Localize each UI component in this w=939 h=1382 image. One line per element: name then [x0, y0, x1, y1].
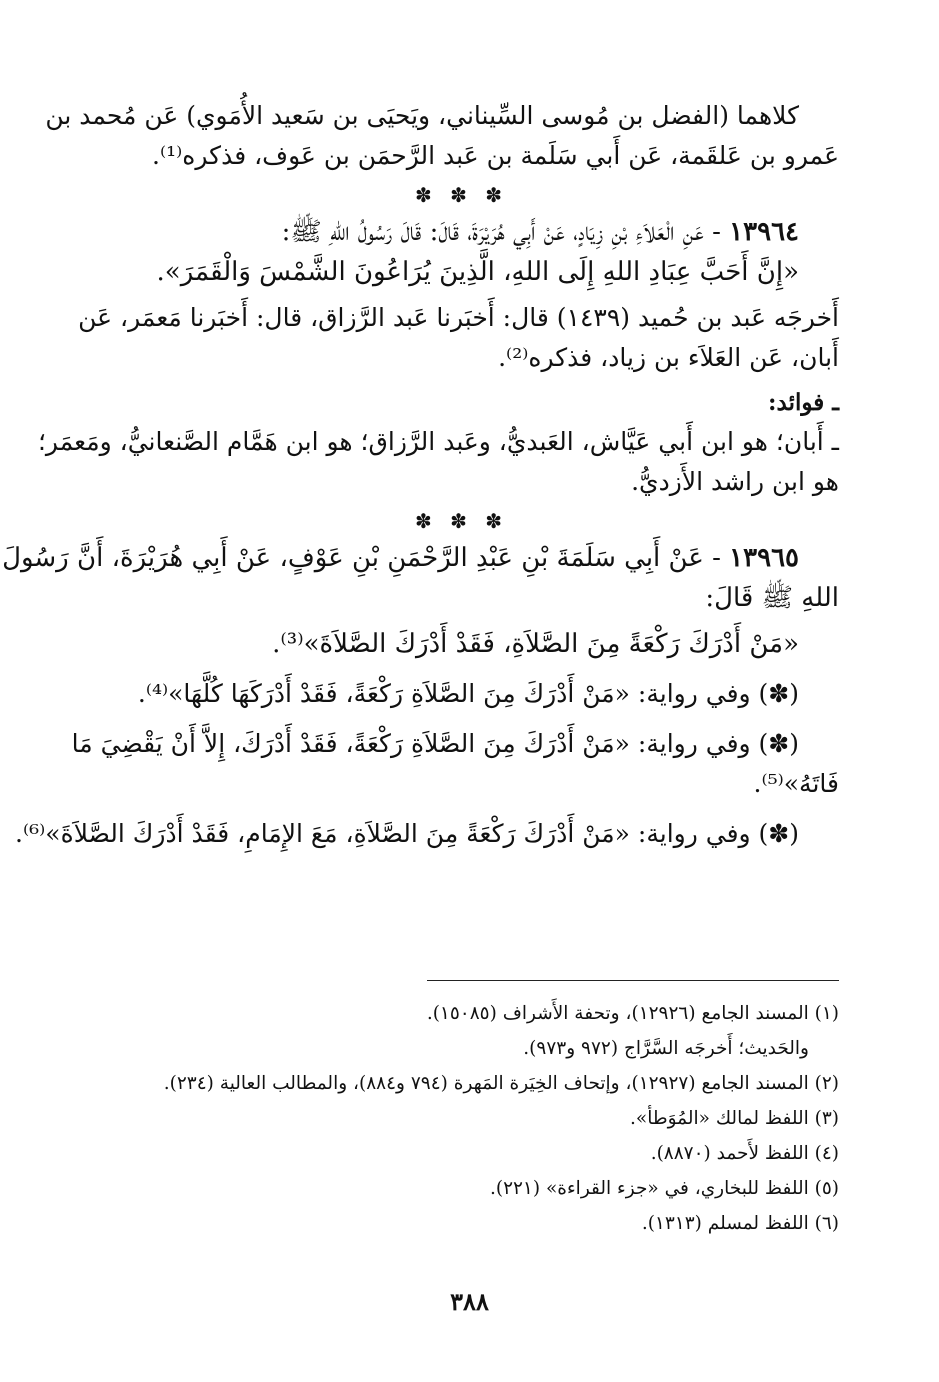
fawaid-paragraph [37, 422, 839, 502]
riwaya-line: (✽) وفي رواية: «مَنْ أَدْرَكَ مِنَ الصَّلاَةِ رَكْعَةً، فَقَدْ أَدْرَكَ، إِلاَّ أَنْ يَقْضِيَ مَا [71, 729, 799, 758]
fawaid-heading: ـ فوائد: [768, 389, 839, 416]
text-line: كلاهما (الفضل بن مُوسى السِّيناني، ويَحيَى بن سَعيد الأُمَوي) عَن مُحمد بن [45, 101, 799, 130]
text-line: ـ أَبان؛ هو ابن أَبي عَيَّاش، العَبديُّ، وعَبد الرَّزاق؛ هو ابن هَمَّام الصَّنعانيُّ، ومَعمَر؛ [37, 427, 839, 456]
main-text [2, 96, 839, 860]
page-number: ٣٨٨ [450, 1287, 489, 1316]
footnote: (٥) اللفظ للبخاري، في «جزء القراءة» (٢٢١). [489, 1178, 839, 1199]
riwaya-line: (✽) وفي رواية: «مَنْ أَدْرَكَ رَكْعَةً مِنَ الصَّلاَةِ، مَعَ الإِمَامِ، فَقَدْ أَدْرَكَ الصَّلاَةَ»⁽⁶⁾. [15, 819, 799, 848]
footnote: (٣) اللفظ لمالك «المُوَطأ». [630, 1108, 839, 1129]
hadith-13964 [84, 212, 839, 292]
footnotes [84, 996, 839, 1241]
footnote: (٤) اللفظ لأَحمد (٨٨٧٠). [650, 1143, 839, 1164]
hadith-text: - عَنْ أَبِي سَلَمَةَ بْنِ عَبْدِ الرَّحْمَنِ بْنِ عَوْفٍ، عَنْ أَبِي هُرَيْرَةَ، أَنَّ رَسُولَ [2, 543, 721, 573]
footnote: والحَديث؛ أَخرجَه السَّرَّاج (٩٧٢ و٩٧٣). [523, 1038, 809, 1059]
hadith-text: - عَنِ الْعَلاَءِ بْنِ زِيَادٍ، عَنْ أَبِي هُرَيْرَةَ، قَالَ: قَالَ رَسُولُ اللهِ ﷺ: [281, 217, 721, 247]
footnote: (٢) المسند الجامع (١٢٩٢٧)، وإتحاف الخِيَرة المَهرة (٧٩٤ و٨٨٤)، والمطالب العالية (٢٣٤). [163, 1073, 839, 1094]
text-line: أَخرجَه عَبد بن حُميد (١٤٣٩) قال: أَخبَرنا عَبد الرَّزاق، قال: أَخبَرنا مَعمَر، عَن [78, 303, 839, 332]
hadith-line: اللهِ ﷺ قَالَ: [705, 583, 839, 613]
footnote-separator [427, 980, 839, 981]
section-separator: ✽ ✽ ✽ [415, 183, 508, 207]
footnote: (٦) اللفظ لمسلم (١٣١٣). [641, 1213, 839, 1234]
text-line: أَبان، عَن العَلاَء بن زياد، فذكره⁽²⁾. [498, 343, 839, 372]
hadith-matn: «إِنَّ أَحَبَّ عِبَادِ اللهِ إِلَى اللهِ، الَّذِينَ يُرَاعُونَ الشَّمْسَ وَالْقَمَرَ». [156, 257, 799, 287]
hadith-number: ١٣٩٦٥ [729, 543, 799, 573]
takhrij-paragraph [78, 298, 839, 378]
hadith-number: ١٣٩٦٤ [729, 217, 799, 247]
text-line: عَمرو بن عَلقَمة، عَن أَبي سَلَمة بن عَبد الرَّحمَن بن عَوف، فذكره⁽¹⁾. [152, 141, 839, 170]
hadith-matn: «مَنْ أَدْرَكَ رَكْعَةً مِنَ الصَّلاَةِ، فَقَدْ أَدْرَكَ الصَّلاَةَ»⁽³⁾. [272, 629, 799, 659]
text-line: هو ابن راشد الأَزديُّ. [631, 467, 839, 496]
paragraph-isnad [45, 96, 839, 176]
riwaya-line: (✽) وفي رواية: «مَنْ أَدْرَكَ مِنَ الصَّلاَةِ رَكْعَةً، فَقَدْ أَدْرَكَهَا كُلَّهَا»⁽⁴⁾. [137, 679, 799, 708]
hadith-line [84, 212, 799, 252]
hadith-13965 [2, 538, 839, 854]
section-separator: ✽ ✽ ✽ [415, 509, 508, 533]
footnote: (١) المسند الجامع (١٢٩٢٦)، وتحفة الأَشراف (١٥٠٨٥). [426, 1003, 839, 1024]
riwaya-line: فَاتَهُ»⁽⁵⁾. [753, 769, 839, 798]
hadith-line [2, 538, 799, 578]
